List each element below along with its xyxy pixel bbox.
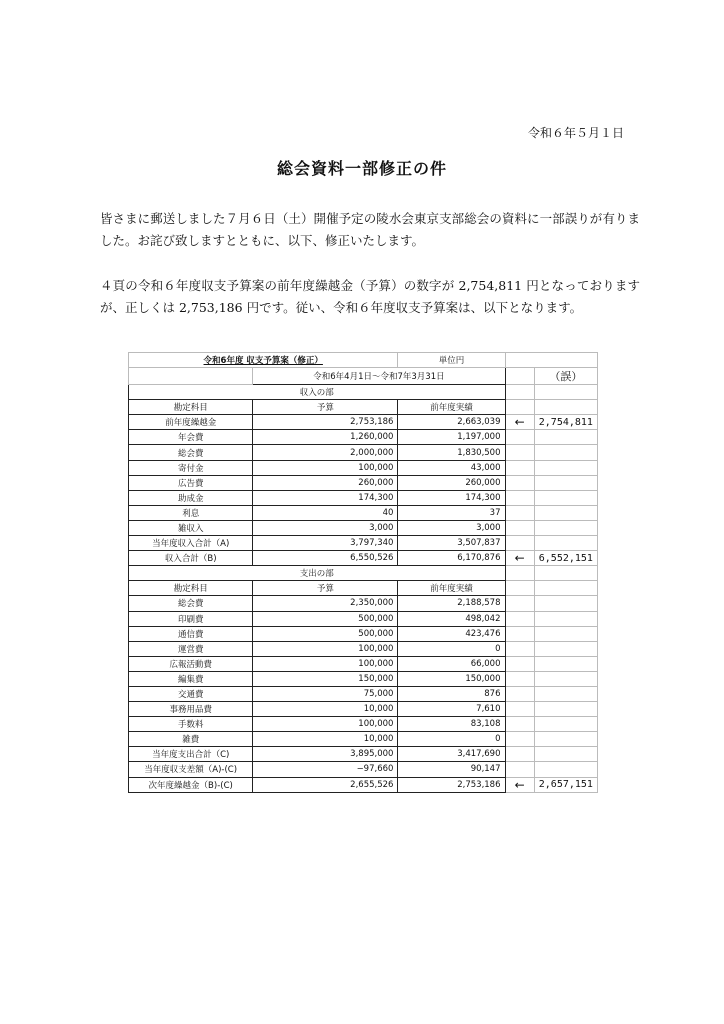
intro-paragraph: 皆さまに郵送しました７月６日（土）開催予定の陵水会東京支部総会の資料に一部誤りが有りました。お詫び致しますとともに、以下、修正いたします。 — [100, 211, 640, 248]
budget-value: 500,000 — [253, 626, 398, 641]
wrong-value: 2,754,811 — [534, 415, 597, 430]
wrong-value: 6,552,151 — [534, 551, 597, 566]
wrong-value — [534, 445, 597, 460]
budget-value: 100,000 — [253, 656, 398, 671]
document-date: 令和６年５月１日 — [527, 126, 624, 140]
col-prev-header: 前年度実績 — [398, 581, 505, 596]
wrong-value — [534, 641, 597, 656]
expense-row — [129, 626, 598, 641]
expense-row — [129, 611, 598, 626]
empty-cell — [505, 566, 534, 581]
prev-value: 2,188,578 — [398, 596, 505, 611]
income-row — [129, 505, 598, 520]
wrong-value — [534, 686, 597, 701]
arrow-cell — [505, 762, 534, 777]
wrong-value — [534, 596, 597, 611]
item-label: 雑費 — [129, 732, 253, 747]
wrong-value — [534, 430, 597, 445]
budget-value: −97,660 — [253, 762, 398, 777]
prev-value: 0 — [398, 641, 505, 656]
budget-value: 1,260,000 — [253, 430, 398, 445]
budget-value: 10,000 — [253, 702, 398, 717]
prev-value: 3,000 — [398, 520, 505, 535]
correction-paragraph: ４頁の令和６年度収支予算案の前年度繰越金（予算）の数字が 2,754,811 円となっておりますが、正しくは 2,753,186 円です。従い、令和６年度収支予算案は、以下となります。 — [100, 278, 640, 315]
prev-value: 7,610 — [398, 702, 505, 717]
expense-row — [129, 777, 598, 792]
prev-value: 83,108 — [398, 717, 505, 732]
wrong-value: 2,657,151 — [534, 777, 597, 792]
expense-row — [129, 732, 598, 747]
item-label: 寄付金 — [129, 460, 253, 475]
col-item-header: 勘定科目 — [129, 581, 253, 596]
item-label: 次年度繰越金（B)-(C) — [129, 777, 253, 792]
income-row — [129, 430, 598, 445]
income-row — [129, 520, 598, 535]
expense-header-row — [129, 581, 598, 596]
arrow-cell — [505, 520, 534, 535]
expense-row — [129, 641, 598, 656]
arrow-cell — [505, 747, 534, 762]
budget-value: 150,000 — [253, 671, 398, 686]
prev-value: 43,000 — [398, 460, 505, 475]
wrong-value — [534, 460, 597, 475]
item-label: 当年度収入合計（A) — [129, 536, 253, 551]
wrong-value — [534, 520, 597, 535]
expense-row — [129, 762, 598, 777]
income-header-row — [129, 400, 598, 415]
budget-value: 3,895,000 — [253, 747, 398, 762]
budget-value: 2,655,526 — [253, 777, 398, 792]
budget-table-container — [128, 352, 598, 793]
item-label: 広報活動費 — [129, 656, 253, 671]
budget-value: 3,797,340 — [253, 536, 398, 551]
income-row — [129, 415, 598, 430]
arrow-cell — [505, 596, 534, 611]
prev-value: 174,300 — [398, 490, 505, 505]
table-title: 令和6年度 収支予算案（修正） — [203, 356, 323, 367]
budget-value: 260,000 — [253, 475, 398, 490]
arrow-cell — [505, 656, 534, 671]
budget-value: 100,000 — [253, 641, 398, 656]
prev-value: 423,476 — [398, 626, 505, 641]
item-label: 交通費 — [129, 686, 253, 701]
arrow-cell — [505, 536, 534, 551]
document-title: 総会資料一部修正の件 — [276, 159, 447, 178]
arrow-cell — [505, 505, 534, 520]
budget-value: 10,000 — [253, 732, 398, 747]
prev-value: 66,000 — [398, 656, 505, 671]
expense-row — [129, 656, 598, 671]
expense-row — [129, 671, 598, 686]
budget-value: 100,000 — [253, 717, 398, 732]
budget-value: 2,000,000 — [253, 445, 398, 460]
item-label: 雑収入 — [129, 520, 253, 535]
col-budget-header: 予算 — [253, 581, 398, 596]
arrow-cell — [505, 641, 534, 656]
item-label: 編集費 — [129, 671, 253, 686]
arrow-cell — [505, 445, 534, 460]
arrow-cell — [505, 611, 534, 626]
wrong-value — [534, 717, 597, 732]
budget-value: 174,300 — [253, 490, 398, 505]
unit-label: 単位円 — [398, 353, 505, 368]
prev-value: 6,170,876 — [398, 551, 505, 566]
prev-value: 3,417,690 — [398, 747, 505, 762]
arrow-cell — [505, 490, 534, 505]
expense-row — [129, 717, 598, 732]
wrong-value — [534, 490, 597, 505]
item-label: 総会費 — [129, 445, 253, 460]
col-budget-header: 予算 — [253, 400, 398, 415]
budget-value: 2,753,186 — [253, 415, 398, 430]
prev-value: 2,663,039 — [398, 415, 505, 430]
prev-value: 37 — [398, 505, 505, 520]
arrow-cell — [505, 460, 534, 475]
arrow-cell — [505, 671, 534, 686]
prev-value: 3,507,837 — [398, 536, 505, 551]
item-label: 手数料 — [129, 717, 253, 732]
period-label: 令和6年4月1日～令和7年3月31日 — [253, 368, 505, 385]
budget-value: 75,000 — [253, 686, 398, 701]
arrow-cell — [505, 430, 534, 445]
empty-cell — [534, 581, 597, 596]
prev-value: 1,830,500 — [398, 445, 505, 460]
prev-value: 260,000 — [398, 475, 505, 490]
expense-row — [129, 702, 598, 717]
income-row — [129, 490, 598, 505]
item-label: 年会費 — [129, 430, 253, 445]
item-label: 通信費 — [129, 626, 253, 641]
expense-section-row — [129, 566, 598, 581]
arrow-cell — [505, 686, 534, 701]
prev-value: 1,197,000 — [398, 430, 505, 445]
item-label: 事務用品費 — [129, 702, 253, 717]
arrow-cell — [505, 702, 534, 717]
arrow-cell: ← — [505, 551, 534, 566]
arrow-cell — [505, 626, 534, 641]
item-label: 総会費 — [129, 596, 253, 611]
prev-value: 876 — [398, 686, 505, 701]
item-label: 収入合計（B) — [129, 551, 253, 566]
budget-value: 3,000 — [253, 520, 398, 535]
expense-row — [129, 596, 598, 611]
expense-row — [129, 747, 598, 762]
prev-value: 498,042 — [398, 611, 505, 626]
arrow-cell: ← — [505, 415, 534, 430]
income-row — [129, 460, 598, 475]
income-row — [129, 475, 598, 490]
item-label: 当年度支出合計（C) — [129, 747, 253, 762]
item-label: 助成金 — [129, 490, 253, 505]
income-row — [129, 551, 598, 566]
col-prev-header: 前年度実績 — [398, 400, 505, 415]
arrow-cell: ← — [505, 777, 534, 792]
item-label: 運営費 — [129, 641, 253, 656]
wrong-value — [534, 656, 597, 671]
table-title-row — [129, 353, 598, 368]
wrong-value — [534, 762, 597, 777]
arrow-cell — [505, 717, 534, 732]
wrong-value — [534, 671, 597, 686]
prev-value: 150,000 — [398, 671, 505, 686]
budget-value: 40 — [253, 505, 398, 520]
arrow-cell — [505, 475, 534, 490]
budget-table — [128, 352, 598, 793]
wrong-value — [534, 732, 597, 747]
arrow-cell — [505, 732, 534, 747]
wrong-value — [534, 475, 597, 490]
empty-cell — [534, 566, 597, 581]
income-section-row — [129, 385, 598, 400]
budget-value: 2,350,000 — [253, 596, 398, 611]
budget-value: 500,000 — [253, 611, 398, 626]
wrong-value — [534, 611, 597, 626]
item-label: 当年度収支差額（A)-(C) — [129, 762, 253, 777]
item-label: 印刷費 — [129, 611, 253, 626]
wrong-value — [534, 505, 597, 520]
prev-value: 90,147 — [398, 762, 505, 777]
expense-section-label: 支出の部 — [129, 566, 506, 581]
budget-value: 100,000 — [253, 460, 398, 475]
period-row — [129, 368, 598, 385]
wrong-value — [534, 702, 597, 717]
budget-value: 6,550,526 — [253, 551, 398, 566]
wrong-value — [534, 626, 597, 641]
prev-value: 0 — [398, 732, 505, 747]
prev-value: 2,753,186 — [398, 777, 505, 792]
income-row — [129, 536, 598, 551]
item-label: 利息 — [129, 505, 253, 520]
expense-row — [129, 686, 598, 701]
item-label: 広告費 — [129, 475, 253, 490]
wrong-value — [534, 536, 597, 551]
empty-cell — [505, 581, 534, 596]
item-label: 前年度繰越金 — [129, 415, 253, 430]
wrong-value — [534, 747, 597, 762]
wrong-header: （誤） — [534, 368, 597, 385]
income-row — [129, 445, 598, 460]
income-section-label: 収入の部 — [129, 385, 506, 400]
col-item-header: 勘定科目 — [129, 400, 253, 415]
